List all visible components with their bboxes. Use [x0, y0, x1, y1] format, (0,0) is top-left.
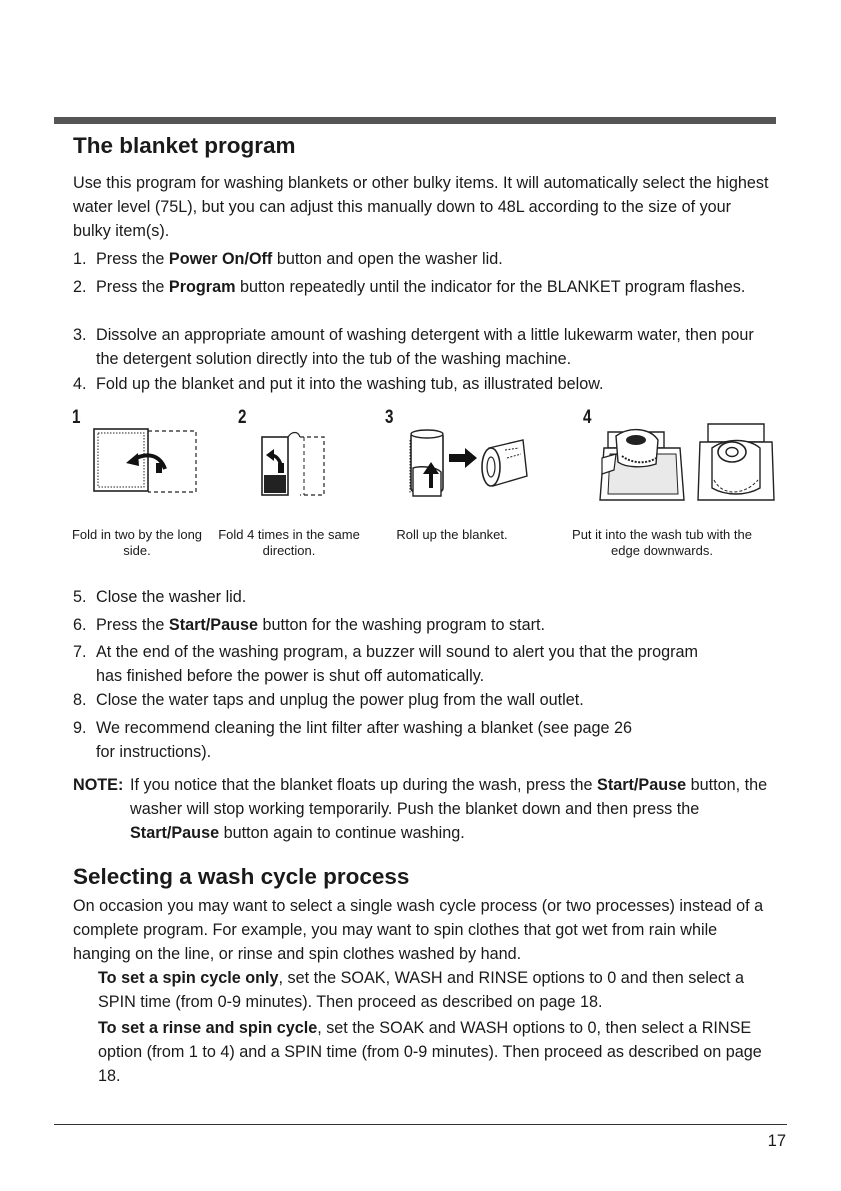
figure-caption-4: Put it into the wash tub with the edge downwards.: [572, 527, 752, 558]
step-number: 1.: [73, 250, 87, 268]
figure-caption-1: Fold in two by the long side.: [71, 527, 203, 558]
button-name: Start/Pause: [168, 616, 258, 634]
figure-number-3: 3: [385, 407, 394, 428]
rinse-spin-instruction: To set a rinse and spin cycle, set the SOAK and WASH options to 0, then select a RINSE option (from 1 to 4) and a SPIN time (from 0-9 minutes). Then proceed as described on page 18.: [98, 1019, 762, 1085]
step-2: 2. Press the Program button repeatedly until the indicator for the BLANKET program flashes.: [73, 275, 773, 299]
step-6: 6. Press the Start/Pause button for the washing program to start.: [73, 613, 773, 637]
blanket-fold-four-illustration: [258, 425, 333, 497]
figure-number-2: 2: [238, 407, 247, 428]
blanket-roll-illustration: [405, 428, 535, 500]
step-number: 8.: [73, 691, 87, 709]
button-name: Power On/Off: [168, 250, 273, 268]
step-number: 3.: [73, 326, 87, 344]
figure-number-1: 1: [72, 407, 81, 428]
page-number: 17: [767, 1132, 786, 1150]
step-number: 7.: [73, 643, 87, 661]
step-number: 6.: [73, 616, 87, 634]
step-5: 5. Close the washer lid.: [73, 585, 773, 609]
figure-caption-3: Roll up the blanket.: [396, 527, 508, 542]
button-name: Program: [168, 278, 236, 296]
note-label: NOTE:: [73, 776, 124, 794]
step-number: 5.: [73, 588, 87, 606]
step-number: 9.: [73, 719, 87, 737]
step-number: 4.: [73, 375, 87, 393]
step-4: 4. Fold up the blanket and put it into the washing tub, as illustrated below.: [73, 372, 773, 396]
footer-rule: [54, 1124, 787, 1125]
step-9: 9. We recommend cleaning the lint filter after washing a blanket (see page 26 for instructions).: [73, 716, 638, 764]
spin-only-instruction: To set a spin cycle only, set the SOAK, WASH and RINSE options to 0 and then select a SPIN time (from 0-9 minutes). Then proceed as described on page 18.: [98, 969, 745, 1011]
blanket-fold-half-illustration: [90, 425, 205, 497]
figure-number-4: 4: [583, 407, 592, 428]
wash-cycle-intro: On occasion you may want to select a single wash cycle process (or two processes) instead of a complete program. For example, you may want to spin clothes that got wet from rain while hanging on the line, or rinse and spin clothes washed by hand.: [73, 897, 764, 963]
section-divider-bar: [54, 117, 776, 124]
blanket-intro: Use this program for washing blankets or other bulky items. It will automatically select the highest water level (75L), but you can adjust this manually down to 48L according to the size of your bulky item(s).: [73, 174, 769, 240]
step-8: 8. Close the water taps and unplug the power plug from the wall outlet.: [73, 688, 773, 712]
section-title-blanket: The blanket program: [73, 133, 296, 158]
step-7: 7. At the end of the washing program, a buzzer will sound to alert you that the program has finished before the power is shut off automatically.: [73, 640, 723, 688]
step-1: 1. Press the Power On/Off button and open the washer lid.: [73, 247, 773, 271]
blanket-in-tub-illustration: [596, 418, 776, 504]
figure-caption-2: Fold 4 times in the same direction.: [218, 527, 360, 558]
step-number: 2.: [73, 278, 87, 296]
note-block: NOTE: If you notice that the blanket floats up during the wash, press the Start/Pause button, the washer will stop working temporarily. Push the blanket down and then press the Start/Pause button again to continue washing.: [73, 773, 773, 845]
step-3: 3. Dissolve an appropriate amount of washing detergent with a little lukewarm water, then pour the detergent solution directly into the tub of the washing machine.: [73, 323, 773, 371]
section-title-wash-cycle: Selecting a wash cycle process: [73, 864, 410, 889]
